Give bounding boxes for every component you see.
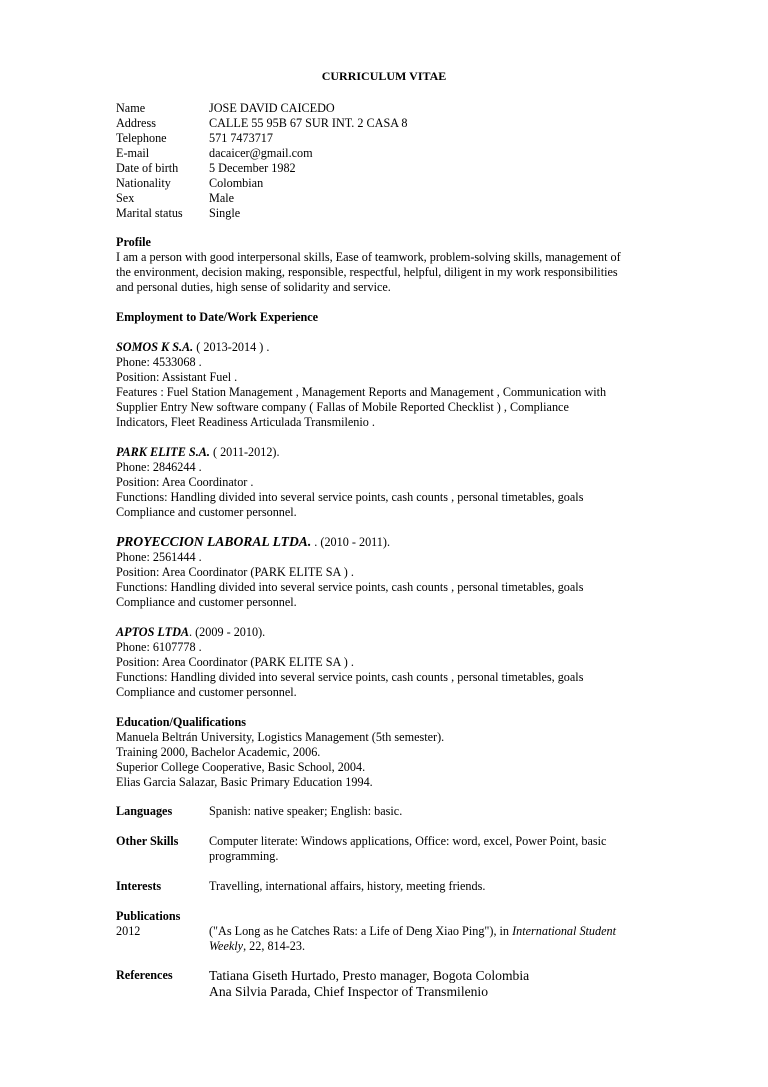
reference-line: Tatiana Giseth Hurtado, Presto manager, Bogota Colombia	[209, 968, 530, 983]
job-line: Supplier Entry New software company ( Fallas of Mobile Reported Checklist ) , Compliance	[116, 400, 569, 414]
personal-row-email: E-mail dacaicer@gmail.com	[116, 146, 313, 160]
languages-label: Languages	[116, 804, 173, 818]
job-line: Position: Area Coordinator .	[116, 475, 254, 489]
other-skills-label: Other Skills	[116, 834, 179, 848]
languages-row	[116, 804, 656, 819]
personal-row-marital: Marital status Single	[116, 206, 241, 220]
job-company: PARK ELITE S.A.	[116, 445, 210, 459]
job-aptos	[116, 625, 656, 700]
references-row	[116, 968, 656, 1000]
job-line: Compliance and customer personnel.	[116, 505, 297, 519]
publications-label: Publications	[116, 909, 181, 923]
job-proyeccion	[116, 534, 656, 610]
personal-row-name: Name JOSE DAVID CAICEDO	[116, 101, 335, 115]
profile-section	[116, 235, 656, 295]
references-label: References	[116, 968, 173, 982]
personal-row-address: Address CALLE 55 95B 67 SUR INT. 2 CASA 8	[116, 116, 408, 130]
interests-value: Travelling, international affairs, history, meeting friends.	[209, 879, 486, 893]
education-line: Manuela Beltrán University, Logistics Management (5th semester).	[116, 730, 445, 744]
job-period: ( 2013-2014 ) .	[193, 340, 270, 354]
education-heading: Education/Qualifications	[116, 715, 247, 729]
job-line: Phone: 2846244 .	[116, 460, 202, 474]
job-line: Indicators, Fleet Readiness Articulada Transmilenio .	[116, 415, 375, 429]
education-line: Elias Garcia Salazar, Basic Primary Education 1994.	[116, 775, 373, 789]
job-line: Functions: Handling divided into several service points, cash counts , personal timetables, goals	[116, 580, 584, 594]
interests-row	[116, 879, 656, 894]
job-park-elite	[116, 445, 656, 520]
interests-label: Interests	[116, 879, 162, 893]
other-skills-line: Computer literate: Windows applications, Office: word, excel, Power Point, basic	[209, 834, 607, 848]
personal-row-nationality: Nationality Colombian	[116, 176, 264, 190]
personal-row-dob: Date of birth 5 December 1982	[116, 161, 296, 175]
employment-heading: Employment to Date/Work Experience	[116, 310, 319, 324]
job-line: Position: Area Coordinator (PARK ELITE SA ) .	[116, 655, 354, 669]
job-period: . (2010 - 2011).	[311, 535, 391, 549]
job-line: Functions: Handling divided into several service points, cash counts , personal timetables, goals	[116, 670, 584, 684]
profile-line: and personal duties, high sense of solidarity and service.	[116, 280, 391, 294]
job-line: Phone: 6107778 .	[116, 640, 202, 654]
job-somos	[116, 340, 656, 430]
profile-line: I am a person with good interpersonal skills, Ease of teamwork, problem-solving skills, management of	[116, 250, 621, 264]
profile-line: the environment, decision making, responsible, respectful, helpful, diligent in my work responsibilities	[116, 265, 618, 279]
languages-value: Spanish: native speaker; English: basic.	[209, 804, 403, 818]
job-header	[116, 625, 656, 640]
job-line: Phone: 2561444 .	[116, 550, 202, 564]
job-period: . (2009 - 2010).	[189, 625, 266, 639]
reference-line: Ana Silvia Parada, Chief Inspector of Transmilenio	[209, 984, 489, 999]
job-header	[116, 534, 656, 550]
job-line: Position: Area Coordinator (PARK ELITE SA ) .	[116, 565, 354, 579]
education-line: Training 2000, Bachelor Academic, 2006.	[116, 745, 321, 759]
profile-heading: Profile	[116, 235, 151, 249]
job-period: ( 2011-2012).	[209, 445, 280, 459]
job-company: APTOS LTDA	[116, 625, 190, 639]
job-header	[116, 340, 656, 355]
job-company: SOMOS K S.A.	[116, 340, 194, 354]
publications-year: 2012	[116, 924, 141, 938]
job-header	[116, 445, 656, 460]
job-line: Features : Fuel Station Management , Management Reports and Management , Communication with	[116, 385, 607, 399]
job-line: Compliance and customer personnel.	[116, 595, 297, 609]
publications-section	[116, 909, 656, 954]
other-skills-line: programming.	[209, 849, 279, 863]
personal-row-sex: Sex Male	[116, 191, 235, 205]
personal-row-telephone: Telephone 571 7473717	[116, 131, 273, 145]
job-line: Compliance and customer personnel.	[116, 685, 297, 699]
document-title: CURRICULUM VITAE	[321, 69, 447, 83]
education-line: Superior College Cooperative, Basic School, 2004.	[116, 760, 366, 774]
job-company: PROYECCION LABORAL LTDA.	[116, 534, 312, 549]
personal-details	[116, 101, 656, 221]
job-line: Functions: Handling divided into several service points, cash counts , personal timetables, goals	[116, 490, 584, 504]
education-section	[116, 715, 656, 790]
other-skills-row	[116, 834, 656, 864]
job-line: Phone: 4533068 .	[116, 355, 202, 369]
job-line: Position: Assistant Fuel .	[116, 370, 238, 384]
publication-citation: ("As Long as he Catches Rats: a Life of Deng Xiao Ping"), in International Student Weekly, 22, 814-23.	[209, 924, 616, 953]
